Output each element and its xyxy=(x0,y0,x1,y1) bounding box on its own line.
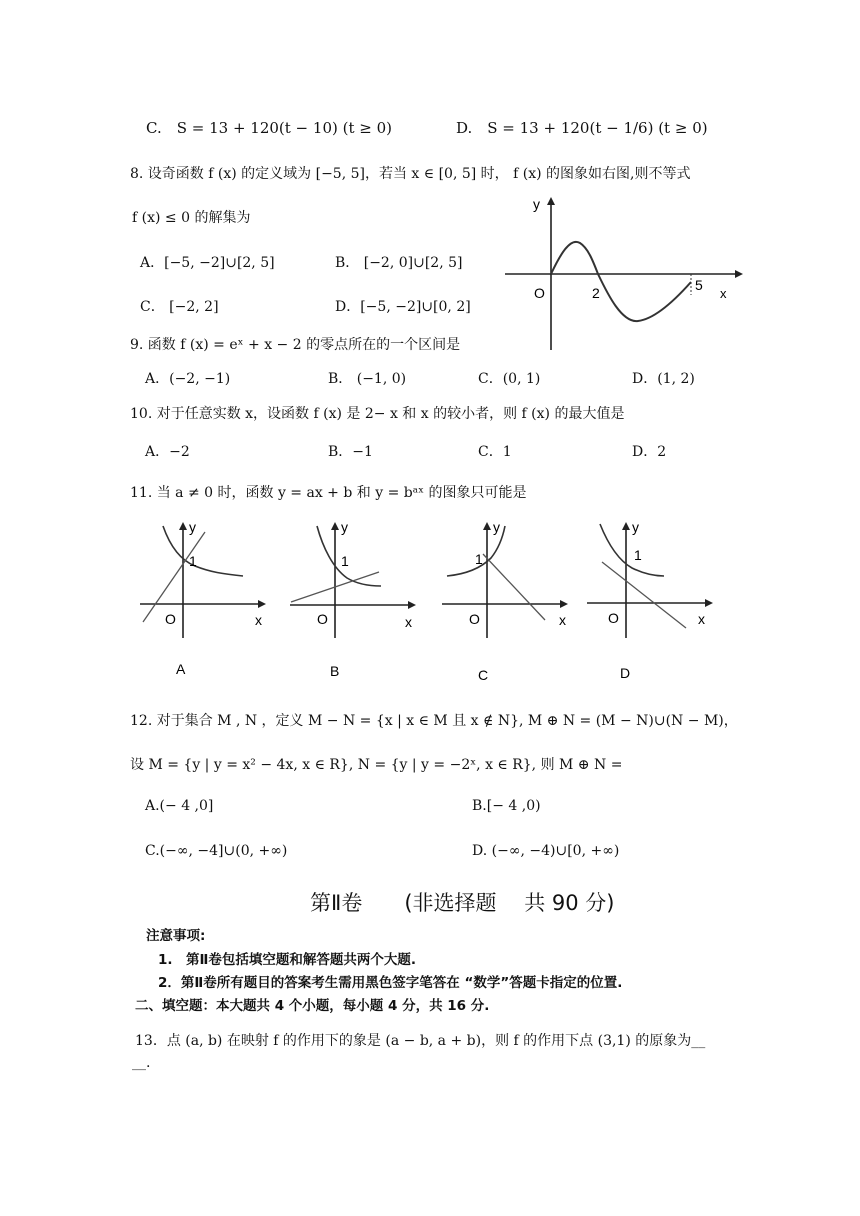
notice-item-1: 1. 第Ⅱ卷包括填空题和解答题共两个大题. xyxy=(158,952,417,968)
q8-stem-line2: f (x) ≤ 0 的解集为 xyxy=(132,210,251,226)
graph-label: C xyxy=(478,667,489,683)
q8-stem: 8. 设奇函数 f (x) 的定义域为 [−5, 5]，若当 x ∈ [0, 5] 时， f (x) 的图象如右图,则不等式 xyxy=(130,166,691,182)
part2-title: 第Ⅱ卷 (非选择题 共 90 分) xyxy=(310,891,615,915)
q10-stem: 10. 对于任意实数 x，设函数 f (x) 是 2− x 和 x 的较小者，则 f (x) 的最大值是 xyxy=(130,406,625,422)
x-axis-arrow xyxy=(560,600,568,608)
tick-1-label: 1 xyxy=(189,553,197,569)
exponential-curve xyxy=(163,526,243,576)
q11-graph-a xyxy=(135,518,275,688)
graph-label: A xyxy=(176,661,186,677)
function-curve xyxy=(551,242,691,321)
tick-2-label: 2 xyxy=(592,285,600,301)
q11-stem: 11. 当 a ≠ 0 时，函数 y = ax + b 和 y = bᵃˣ 的图象只可能是 xyxy=(130,485,527,501)
x-axis-arrow xyxy=(258,600,266,608)
notice-item-2: 2．第Ⅱ卷所有题目的答案考生需用黑色签字笔答在 “数学”答题卡指定的位置. xyxy=(158,975,623,991)
q12-option-b: B.[− 4 ,0) xyxy=(472,798,541,814)
q7-option-d: D. S = 13 + 120(t − 1/6) (t ≥ 0) xyxy=(456,119,708,137)
notice-heading: 注意事项: xyxy=(146,928,206,944)
x-label: x xyxy=(698,611,705,627)
y-axis-arrow xyxy=(331,522,339,530)
q12-stem: 12. 对于集合 M , N ，定义 M − N = {x | x ∈ M 且 x ∉ N}, M ⊕ N = (M − N)∪(N − M)， xyxy=(130,713,738,729)
origin-label: O xyxy=(317,611,328,627)
tick-1-label: 1 xyxy=(341,553,349,569)
q8-option-b: B． [−2, 0]∪[2, 5] xyxy=(335,255,463,271)
tick-1-label: 1 xyxy=(475,551,483,567)
q8-graph xyxy=(500,195,745,355)
x-label: x xyxy=(559,612,566,628)
q11-graph-d xyxy=(582,518,722,688)
tick-1-label: 1 xyxy=(634,547,642,563)
y-axis-arrow xyxy=(179,522,187,530)
q10-option-c: C．1 xyxy=(478,444,512,460)
x-label: x xyxy=(720,286,727,301)
q13-stem: 13．点 (a, b) 在映射 f 的作用下的象是 (a − b, a + b)，则 f 的作用下点 (3,1) 的原象为__ xyxy=(135,1033,706,1049)
q12-option-a: A.(− 4 ,0] xyxy=(145,798,214,814)
section-heading-fill-in: 二、填空题：本大题共 4 个小题，每小题 4 分，共 16 分. xyxy=(135,998,490,1014)
q12-stem-line2: 设 M = {y | y = x² − 4x, x ∈ R}, N = {y | y = −2ˣ, x ∈ R}, 则 M ⊕ N = xyxy=(130,757,623,773)
y-label: y xyxy=(533,196,540,212)
linear-line xyxy=(483,554,545,620)
x-axis-arrow xyxy=(705,599,713,607)
q10-option-a: A．−2 xyxy=(145,444,190,460)
graph-label: B xyxy=(330,663,340,679)
origin-label: O xyxy=(534,285,545,301)
y-label: y xyxy=(493,519,500,535)
tick-5-label: 5 xyxy=(695,277,703,293)
q9-option-a: A．(−2, −1) xyxy=(145,371,231,387)
q8-option-c: C． [−2, 2] xyxy=(140,299,219,315)
q9-option-c: C．(0, 1) xyxy=(478,371,541,387)
y-label: y xyxy=(189,519,196,535)
x-label: x xyxy=(255,612,262,628)
origin-label: O xyxy=(608,610,619,626)
x-axis-arrow xyxy=(735,270,743,278)
y-axis-arrow xyxy=(622,522,630,530)
q12-option-d: D. (−∞, −4)∪[0, +∞) xyxy=(472,843,620,859)
q9-stem: 9. 函数 f (x) = eˣ + x − 2 的零点所在的一个区间是 xyxy=(130,337,461,353)
q8-option-a: A．[−5, −2]∪[2, 5] xyxy=(140,255,275,271)
q10-option-d: D．2 xyxy=(632,444,667,460)
q7-option-c: C. S = 13 + 120(t − 10) (t ≥ 0) xyxy=(146,119,392,137)
q9-option-d: D．(1, 2) xyxy=(632,371,695,387)
graph-label: D xyxy=(620,665,631,681)
q8-option-d: D．[−5, −2]∪[0, 2] xyxy=(335,299,471,315)
exponential-curve xyxy=(317,526,381,586)
y-label: y xyxy=(341,519,348,535)
linear-line xyxy=(143,532,205,622)
q12-option-c: C.(−∞, −4]∪(0, +∞) xyxy=(145,843,288,859)
y-axis-arrow xyxy=(547,197,555,205)
q11-graph-b xyxy=(285,518,425,688)
origin-label: O xyxy=(469,611,480,627)
origin-label: O xyxy=(165,611,176,627)
q11-graph-c xyxy=(437,518,577,688)
q13-stem-line2: __. xyxy=(132,1055,151,1071)
q9-option-b: B． (−1, 0) xyxy=(328,371,407,387)
q10-option-b: B．−1 xyxy=(328,444,373,460)
x-axis-arrow xyxy=(408,601,416,609)
y-label: y xyxy=(632,519,639,535)
x-label: x xyxy=(405,614,412,630)
y-axis-arrow xyxy=(483,522,491,530)
